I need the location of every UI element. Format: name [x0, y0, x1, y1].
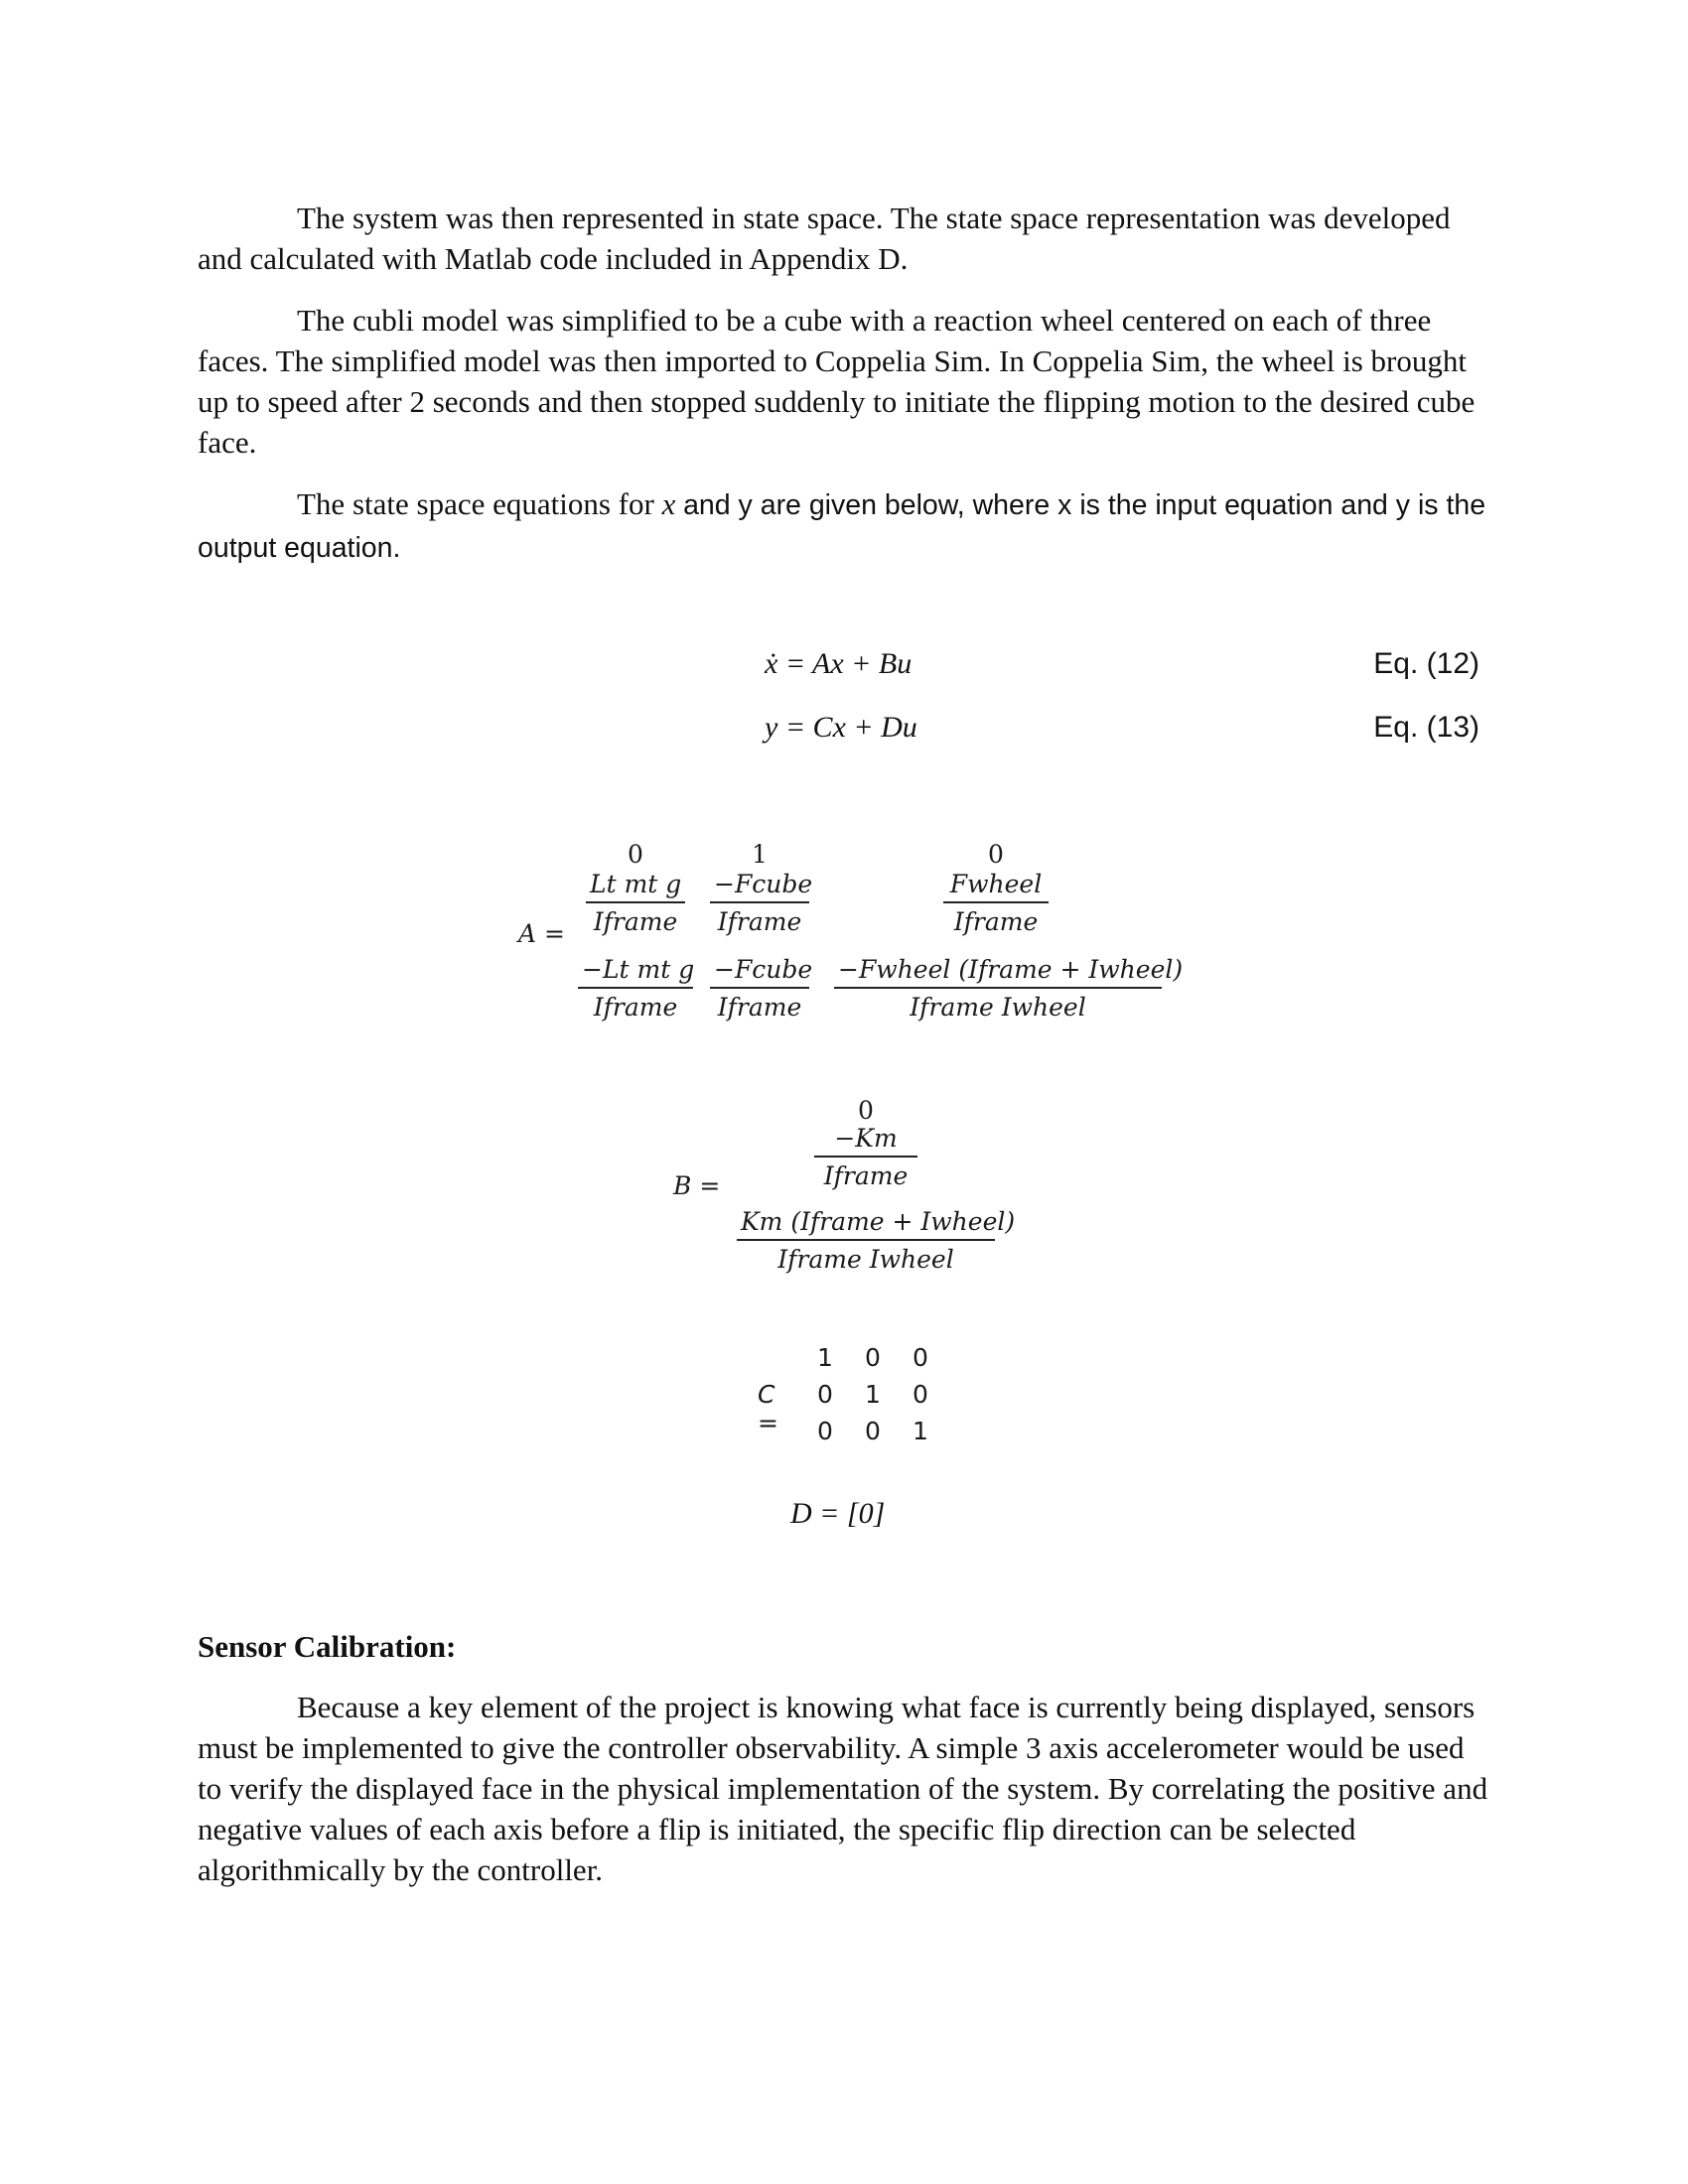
matrix-c-r3c3: 1	[913, 1417, 928, 1445]
equation-output: y = Cx + Du	[765, 711, 917, 744]
matrix-a-r1c2: 1	[752, 840, 768, 869]
matrix-b-r2: −Km Iframe	[814, 1124, 917, 1190]
matrix-a-r2c2: −Fcube Iframe	[710, 870, 809, 936]
matrix-c-r3c2: 0	[865, 1417, 881, 1445]
section-heading-sensor-calibration: Sensor Calibration:	[198, 1629, 457, 1664]
matrix-c-r2c2: 1	[865, 1380, 881, 1409]
matrix-a-label: A =	[518, 919, 565, 948]
para3-x-symbol: x	[661, 486, 676, 521]
matrix-b-r1: 0	[858, 1096, 874, 1125]
paragraph-cubli-model: The cubli model was simplified to be a cube with a reaction wheel centered on each of three faces. The simplified model was then imported to Coppelia Sim. In Coppelia Sim, the wheel is brought up to speed after 2 seconds and then stopped suddenly to initiate the flipping motion to the desired cube face.	[198, 303, 1476, 460]
paragraph-state-equations	[198, 483, 1488, 569]
matrix-a-r1c3: 0	[988, 840, 1004, 869]
matrix-a-r3c1: −Lt mt g Iframe	[578, 955, 693, 1022]
matrix-a-r3c3: −Fwheel (Iframe + Iwheel) Iframe Iwheel	[834, 955, 1162, 1022]
paragraph-sensor-calibration: Because a key element of the project is knowing what face is currently being displayed, sensors must be implemented to give the controller observability. A simple 3 axis accelerometer would be used to verify the displayed face in the physical implementation of the system. By correlating the positive and negative values of each axis before a flip is initiated, the specific flip direction can be selected algorithmically by the controller.	[198, 1690, 1488, 1887]
para3-end: and y are given below, where x is the input equation and y is the output equation.	[198, 489, 1486, 564]
equation-state: ẋ = Ax + Bu	[765, 647, 913, 680]
matrix-b-r3: Km (Iframe + Iwheel) Iframe Iwheel	[737, 1207, 995, 1274]
matrix-c-r1c1: 1	[817, 1343, 833, 1372]
matrix-a-r3c2: −Fcube Iframe	[710, 955, 809, 1022]
para3-start: The state space equations for	[297, 486, 654, 521]
matrix-c-r1c2: 0	[865, 1343, 881, 1372]
paragraph-state-space-intro: The system was then represented in state space. The state space representation was developed and calculated with Matlab code included in Appendix D.	[198, 201, 1451, 276]
matrix-c-r2c3: 0	[913, 1380, 928, 1409]
matrix-a-r1c1: 0	[628, 840, 643, 869]
matrix-b-label: B =	[673, 1171, 721, 1200]
matrix-c-r2c1: 0	[817, 1380, 833, 1409]
equation-number-12: Eq. (12)	[1373, 647, 1479, 680]
matrix-c-label: C =	[758, 1380, 778, 1437]
matrix-a-r2c3: Fwheel Iframe	[943, 870, 1049, 936]
matrix-c-r1c3: 0	[913, 1343, 928, 1372]
matrix-a-r2c1: Lt mt g Iframe	[586, 870, 685, 936]
matrix-d: D = [0]	[790, 1497, 886, 1530]
equation-number-13: Eq. (13)	[1373, 711, 1479, 744]
matrix-c-r3c1: 0	[817, 1417, 833, 1445]
